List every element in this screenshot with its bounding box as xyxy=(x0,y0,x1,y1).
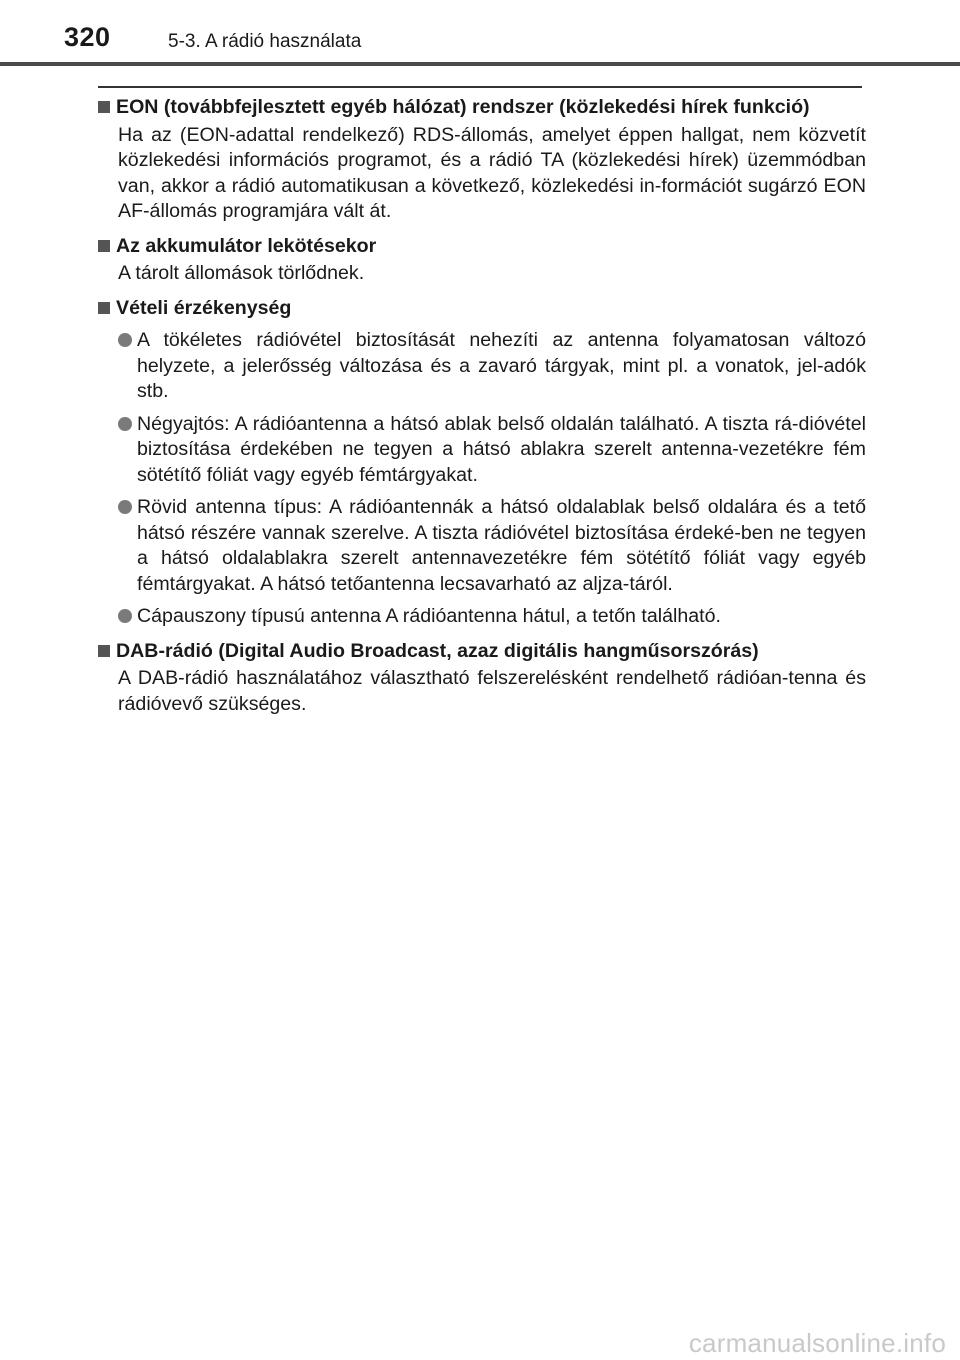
chapter-title: 5-3. A rádió használata xyxy=(168,31,362,52)
header-rule xyxy=(0,62,960,66)
list-item-text: Négyajtós: A rádióantenna a hátsó ablak belső oldalán található. A tiszta rá-dióvétel biztosítása érdekében ne tegyen a hátsó ablakra szerelt antenna-vezetékre fém sötétítő fóliát vagy egyéb fémtárgyakat. xyxy=(137,412,866,486)
square-bullet-icon xyxy=(98,302,110,314)
list-item-text: A tökéletes rádióvétel biztosítását nehezíti az antenna folyamatosan változó helyzete, a jelerősség változása és a zavaró tárgyak, mint pl. a vonatok, jel-adók stb. xyxy=(137,329,866,402)
section-heading-text: Vételi érzékenység xyxy=(116,296,292,319)
section-heading-text: DAB-rádió (Digital Audio Broadcast, azaz digitális hangműsorszórás) xyxy=(116,639,759,662)
round-bullet-icon xyxy=(118,609,132,623)
section-body: A DAB-rádió használatához választható felszerelésként rendelhető rádióan-tenna és rádióvevő szükséges. xyxy=(118,667,866,715)
page-number: 320 xyxy=(64,22,111,52)
square-bullet-icon xyxy=(98,101,110,113)
square-bullet-icon xyxy=(98,645,110,657)
section-body: Ha az (EON-adattal rendelkező) RDS-állomás, amelyet éppen hallgat, nem közvetít közlekedési információs programot, és a rádió TA (közlekedési hírek) üzemmódban van, akkor a rádió automatikusan a következő, közlekedési in-formációt sugárzó EON AF-állomás programjára vált át. xyxy=(118,123,866,222)
footer-watermark: carmanualsonline.info xyxy=(688,1328,946,1358)
section-heading xyxy=(98,296,866,322)
page-content xyxy=(98,95,866,726)
section-divider xyxy=(98,86,862,88)
section-heading-text: Az akkumulátor lekötésekor xyxy=(116,234,377,257)
round-bullet-icon xyxy=(118,333,132,347)
section-heading xyxy=(98,639,866,665)
round-bullet-icon xyxy=(118,500,132,514)
section-dab xyxy=(98,639,866,718)
list-item-text: Cápauszony típusú antenna A rádióantenna hátul, a tetőn található. xyxy=(137,605,721,627)
list-item xyxy=(118,328,866,405)
section-heading-text: EON (továbbfejlesztett egyéb hálózat) rendszer (közlekedési hírek funkció) xyxy=(116,96,810,118)
round-bullet-icon xyxy=(118,417,132,431)
section-heading xyxy=(98,234,866,260)
list-item xyxy=(118,412,866,489)
section-body: A tárolt állomások törlődnek. xyxy=(118,262,365,284)
list-item xyxy=(118,604,866,630)
page-header xyxy=(0,0,960,66)
section-heading xyxy=(98,95,866,121)
section-eon xyxy=(98,95,866,225)
list-item xyxy=(118,495,866,597)
section-reception xyxy=(98,296,866,630)
list-item-text: Rövid antenna típus: A rádióantennák a hátsó oldalablak belső oldalára és a tető hátsó részére vannak szerelve. A tiszta rádióvétel biztosítása érdeké-ben ne tegyen a hátsó oldalablakra szerelt antennavezetékre fém sötétítő fóliát vagy egyéb fémtárgyakat. A hátsó tetőantenna lecsavarható az aljza-táról. xyxy=(137,496,866,595)
section-battery xyxy=(98,234,866,287)
square-bullet-icon xyxy=(98,240,110,252)
